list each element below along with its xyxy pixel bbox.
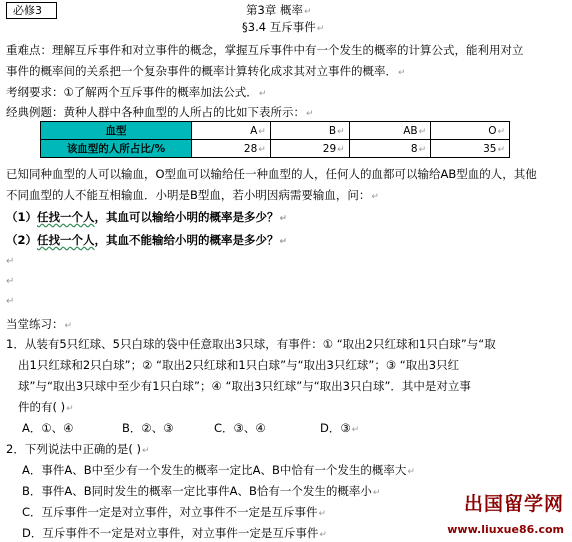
paragraph-mark-icon: ↵ [141,446,150,456]
question-1 [6,209,287,225]
problem-2-stem [6,441,150,457]
section-title [242,19,324,35]
paragraph-mark-icon: ↵ [372,488,381,498]
key-points-line-2-text: 事件的概率间的关系把一个复杂事件的概率计算转化成求其对立事件的概率． [6,64,397,78]
table-cell: A↵ [192,122,271,140]
blood-type-table [40,121,510,158]
problem-2-option-b-text: B．事件A、B同时发生的概率一定比事件A、B恰有一个发生的概率小 [22,484,372,498]
spellcheck-underline: 任找一个人 [37,210,95,224]
problem-1-option-d-text: D．③ [320,421,351,435]
paragraph-mark-icon: ↵ [303,7,312,17]
problem-2-stem-text: 2．下列说法中正确的是( ) [6,442,141,456]
key-points-line-2 [6,63,406,79]
paragraph-mark-icon: ↵ [279,237,288,247]
site-watermark-url: www.liuxue86.com [447,523,564,536]
paragraph-mark-icon: ↵ [351,425,360,435]
problem-1-line-3: 球”与“取出3只球中至少有1只白球”；④ “取出3只红球”与“取出3只白球”．其中是对立事 [18,379,471,393]
table-cell: 28↵ [192,140,271,158]
practice-title [6,316,72,332]
paragraph-mark-icon: ↵ [258,89,267,99]
problem-2-option-b [22,483,380,499]
example-title [6,104,314,120]
problem-2-option-a-text: A．事件A、B中至少有一个发生的概率一定比A、B中恰有一个发生的概率大 [22,463,407,477]
problem-1-line-1: 1．从装有5只红球、5只白球的袋中任意取出3只球，有事件：① “取出2只红球和1只白球”与“取 [6,337,496,351]
paragraph-mark-icon: ↵ [66,404,74,414]
paragraph-mark-icon: ↵ [316,24,325,34]
problem-1-option-d [320,420,359,436]
site-watermark-text: 出国留学网 [463,493,564,515]
empty-paragraph-mark-icon: ↵ [6,296,15,307]
table-cell: 8↵ [349,140,430,158]
spellcheck-underline: 任找一个人 [37,233,95,247]
key-points-line-1: 重难点：理解互斥事件和对立事件的概念，掌握互斥事件中有一个发生的概率的计算公式，能利用对立 [6,43,524,57]
textbook-badge: 必修3 [6,2,57,19]
table-cell: B↵ [270,122,349,140]
problem-2-option-c-text: C．互斥事件一定是对立事件，对立事件不一定是互斥事件 [22,505,318,519]
example-body-line-1: 已知同种血型的人可以输血，O型血可以输给任一种血型的人，任何人的血都可以输给AB型血的人，其他 [6,167,537,181]
example-body-line-2-text: 不同血型的人不能互相输血．小明是B型血，若小明因病需要输血，问： [6,188,371,202]
paragraph-mark-icon: ↵ [319,530,327,540]
paragraph-mark-icon: ↵ [64,321,73,331]
problem-1-line-4-text: 件的有( ) [18,400,66,414]
question-2 [6,232,287,248]
chapter-title [246,2,312,18]
question-1-text: ，其血可以输给小明的概率是多少？ [94,210,279,224]
problem-2-option-d [22,525,327,541]
table-cell: AB↵ [349,122,430,140]
paragraph-mark-icon: ↵ [279,214,288,224]
paragraph-mark-icon: ↵ [306,109,314,119]
table-cell: O↵ [431,122,510,140]
outline-requirement-text: 考纲要求：①了解两个互斥事件的概率加法公式． [6,85,258,99]
example-body-line-2 [6,187,379,203]
empty-paragraph-mark-icon: ↵ [6,256,15,267]
question-2-text: ，其血不能输给小明的概率是多少？ [94,233,279,247]
problem-1-option-c: C．③、④ [214,421,266,435]
site-watermark [447,489,564,538]
problem-1-line-2: 出1只红球和2只白球”；② “取出2只红球和1只白球”与“取出3只红球”；③ “取出3只红 [18,358,460,372]
question-1-number: （1） [6,210,38,224]
question-2-number: （2） [6,233,38,247]
chapter-title-text: 第3章 概率 [246,3,303,17]
table-row [41,122,510,140]
table-header-percentage: 该血型的人所占比/% [41,140,192,158]
paragraph-mark-icon: ↵ [371,192,379,202]
problem-2-option-d-text: D．互斥事件不一定是对立事件，对立事件一定是互斥事件 [22,526,319,540]
outline-requirement [6,84,266,100]
table-header-blood-type: 血型 [41,122,192,140]
problem-1-option-a: A．①、④ [22,421,74,435]
example-title-text: 经典例题：黄种人群中各种血型的人所占的比如下表所示： [6,105,305,119]
problem-2-option-c [22,504,326,520]
paragraph-mark-icon: ↵ [398,68,406,78]
table-cell: 35↵ [431,140,510,158]
section-title-text: §3.4 互斥事件 [242,20,316,34]
paragraph-mark-icon: ↵ [318,509,327,519]
problem-1-line-4 [18,399,74,415]
empty-paragraph-mark-icon: ↵ [6,276,15,287]
table-row [41,140,510,158]
table-cell: 29↵ [270,140,349,158]
problem-1-option-b: B．②、③ [122,421,174,435]
practice-title-text: 当堂练习： [6,317,64,331]
problem-2-option-a [22,462,415,478]
paragraph-mark-icon: ↵ [407,467,415,477]
